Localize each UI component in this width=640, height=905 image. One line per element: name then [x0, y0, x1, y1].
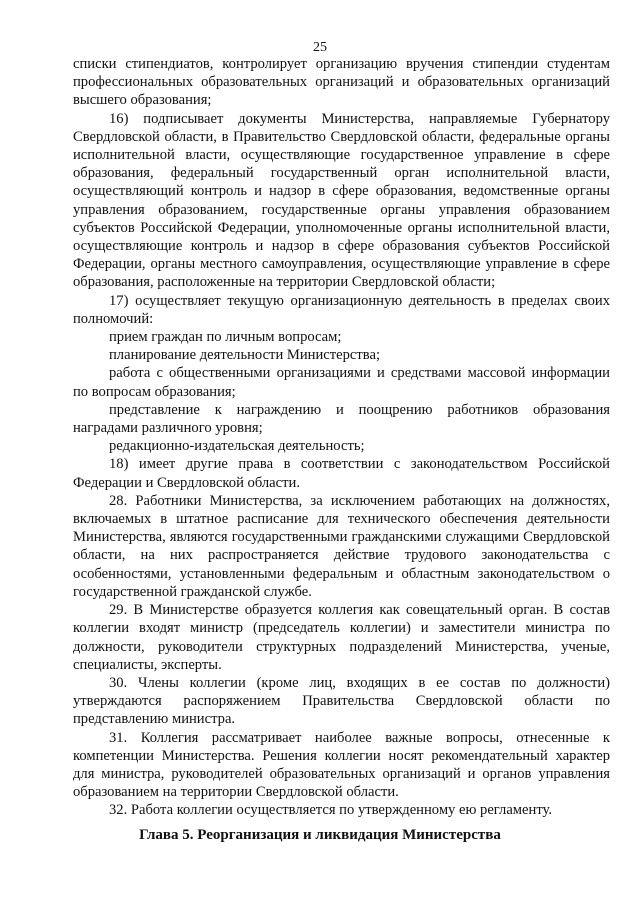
body-paragraph: представление к награждению и поощрению работников образования наградами различного уровня; — [73, 401, 610, 437]
body-paragraph: 16) подписывает документы Министерства, направляемые Губернатору Свердловской области, в Правительство Свердловской области, федеральные органы исполнительной власти, осуществляющие государственное управление в сфере образования, федеральный государственный орган исполнительной власти, осуществляющий контроль и надзор в сфере образования, ведомственные органы управления образованием, государственные органы управления образованием субъектов Российской Федерации, уполномоченные органы исполнительной власти, осуществляющие контроль и надзор в сфере образования субъектов Российской Федерации, органы местного самоуправления, осуществляющие управление в сфере образования, расположенные на территории Свердловской области; — [73, 110, 610, 291]
body-paragraph: 29. В Министерстве образуется коллегия как совещательный орган. В состав коллегии входят министр (председатель коллегии) и заместители министра по должности, руководители структурных подразделений Министерства, ученые, специалисты, эксперты. — [73, 602, 610, 673]
body-paragraph: планирование деятельности Министерства; — [109, 347, 381, 364]
page-number: 25 — [313, 40, 327, 55]
chapter-heading: Глава 5. Реорганизация и ликвидация Министерства — [139, 827, 501, 843]
body-paragraph: 30. Члены коллегии (кроме лиц, входящих в ее состав по должности) утверждаются распоряжением Правительства Свердловской области по представлению министра. — [73, 674, 610, 728]
body-paragraph: 28. Работники Министерства, за исключением работающих на должностях, включаемых в штатное расписание для технического обеспечения деятельности Министерства, являются государственными гражданскими служащими Свердловской области, на них распространяется действие трудового законодательства с особенностями, установленными федеральным и областным законодательством о государственной гражданской службе. — [73, 492, 610, 600]
body-paragraph: прием граждан по личным вопросам; — [109, 329, 342, 346]
body-paragraph: списки стипендиатов, контролирует организацию вручения стипендии студентам профессиональных образовательных организаций и образовательных организаций высшего образования; — [73, 56, 610, 109]
body-paragraph: работа с общественными организациями и средствами массовой информации по вопросам образования; — [73, 365, 610, 400]
body-paragraph: 17) осуществляет текущую организационную деятельность в пределах своих полномочий: — [73, 292, 610, 327]
body-paragraph: редакционно-издательская деятельность; — [109, 438, 365, 455]
body-paragraph: 18) имеет другие права в соответствии с законодательством Российской Федерации и Свердловской области. — [73, 456, 610, 491]
document-body — [73, 55, 610, 820]
body-paragraph: 31. Коллегия рассматривает наиболее важные вопросы, отнесенные к компетенции Министерства. Решения коллегии носят рекомендательный характер для министра, руководителей образовательных организаций и органов управления образованием на территории Свердловской области. — [73, 729, 610, 801]
body-paragraph: 32. Работа коллегии осуществляется по утвержденному ею регламенту. — [109, 802, 552, 819]
